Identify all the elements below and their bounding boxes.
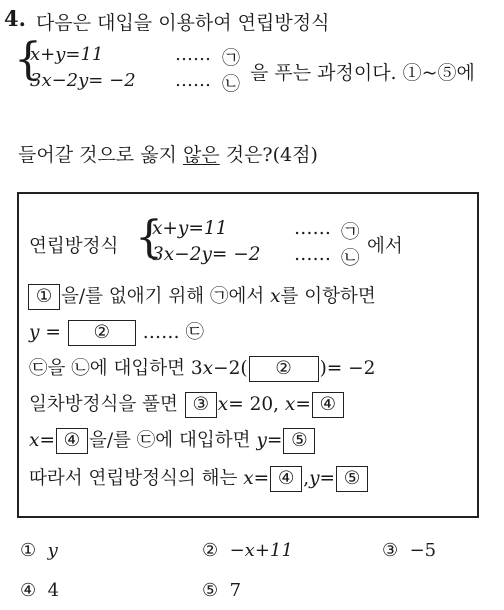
question-line-1: 다음은 대입을 이용하여 연립방정식 bbox=[36, 12, 330, 34]
blank-4-final: ④ bbox=[270, 466, 302, 492]
box-system-dots-2: …… bbox=[294, 244, 331, 265]
system-dots-1: …… bbox=[175, 44, 211, 65]
box-system-dots-1: …… bbox=[294, 218, 331, 239]
box-system-brace: { bbox=[135, 212, 163, 263]
blank-5-final: ⑤ bbox=[336, 466, 368, 492]
box-system-eq-2: 3x−2y= −2 bbox=[152, 244, 261, 265]
blank-2: ② bbox=[68, 320, 136, 346]
underlined-not: 않은 bbox=[182, 144, 220, 166]
system-brace: { bbox=[14, 34, 42, 85]
blank-5: ⑤ bbox=[283, 428, 315, 454]
blank-1: ① bbox=[28, 284, 60, 310]
box-line-6: x= ④ 을/를 ㉢에 대입하면 y= ⑤ bbox=[29, 426, 316, 454]
box-line-7: 따라서 연립방정식의 해는 x= ④ ,y= ⑤ bbox=[29, 464, 369, 492]
question-line-2: 을 푸는 과정이다. ①~⑤에 bbox=[250, 62, 475, 84]
question-line-3: 들어갈 것으로 옳지 않은 것은?(4점) bbox=[18, 144, 318, 166]
system-mark-1: ㉠ bbox=[222, 48, 240, 69]
solution-box bbox=[17, 192, 479, 518]
choice-3[interactable]: ③ −5 bbox=[382, 540, 437, 561]
system-mark-2: ㉡ bbox=[222, 74, 240, 95]
blank-2-repeat: ② bbox=[249, 356, 319, 382]
box-system-mark-2: ㉡ bbox=[341, 248, 360, 269]
blank-4-repeat: ④ bbox=[56, 428, 88, 454]
system-eq-2: 3x−2y= −2 bbox=[30, 70, 136, 91]
choice-1[interactable]: ① y bbox=[20, 540, 58, 561]
choice-4[interactable]: ④ 4 bbox=[20, 580, 60, 601]
box-line-3: y = ② …… ㉢ bbox=[29, 318, 204, 346]
box-line-1-prefix: 연립방정식 bbox=[29, 236, 119, 257]
box-line-2: ① 을/를 없애기 위해 ㉠에서 x를 이항하면 bbox=[27, 282, 376, 310]
choice-2[interactable]: ② −x+11 bbox=[202, 540, 293, 561]
system-eq-1: x+y=11 bbox=[30, 44, 104, 65]
blank-3: ③ bbox=[185, 392, 217, 418]
box-line-5: 일차방정식을 풀면 ③ x= 20, x= ④ bbox=[29, 390, 345, 418]
box-line-4: ㉢을 ㉡에 대입하면 3x−2( ② )= −2 bbox=[29, 354, 375, 382]
question-number: 4. bbox=[4, 6, 26, 31]
box-system-mark-1: ㉠ bbox=[341, 222, 360, 243]
blank-4: ④ bbox=[312, 392, 344, 418]
box-system-eq-1: x+y=11 bbox=[152, 218, 228, 239]
box-line-1-suffix: 에서 bbox=[367, 236, 403, 257]
choice-5[interactable]: ⑤ 7 bbox=[202, 580, 242, 601]
system-dots-2: …… bbox=[175, 70, 211, 91]
